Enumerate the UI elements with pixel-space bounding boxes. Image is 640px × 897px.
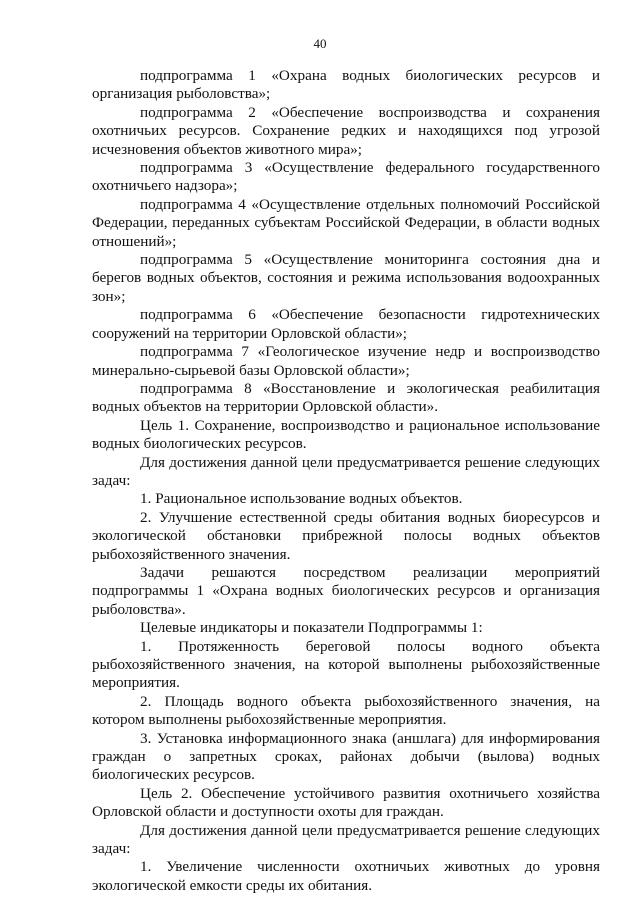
paragraph-goal-1: Цель 1. Сохранение, воспроизводство и рациональное использование водных биологических ресурсов.	[92, 416, 600, 453]
paragraph-subprogram-1: подпрограмма 1 «Охрана водных биологических ресурсов и организация рыболовства»;	[92, 67, 600, 103]
paragraph-subprogram-3: подпрограмма 3 «Осуществление федерального государственного охотничьего надзора»;	[92, 159, 600, 195]
paragraph-tasks-means: Задачи решаются посредством реализации мероприятий подпрограммы 1 «Охрана водных биологических ресурсов и организация рыболовства».	[92, 563, 600, 618]
paragraph-subprogram-2: подпрограмма 2 «Обеспечение воспроизводства и сохранения охотничьих ресурсов. Сохранение редких и находящихся под угрозой исчезновения объектов животного мира»;	[92, 103, 600, 158]
paragraph-indicator-1: 1. Протяженность береговой полосы водного объекта рыбохозяйственного значения, на которой выполнены рыбохозяйственные мероприятия.	[92, 637, 600, 692]
document-body	[92, 67, 600, 895]
paragraph-task-2: 2. Улучшение естественной среды обитания водных биоресурсов и экологической обстановки прибрежной полосы водных объектов рыбохозяйственного значения.	[92, 508, 600, 563]
paragraph-goal-2-tasks-intro: Для достижения данной цели предусматривается решение следующих задач:	[92, 821, 600, 858]
paragraph-subprogram-6: подпрограмма 6 «Обеспечение безопасности гидротехнических сооружений на территории Орловской области»;	[92, 306, 600, 342]
page-number: 40	[313, 36, 327, 51]
paragraph-goal-2: Цель 2. Обеспечение устойчивого развития охотничьего хозяйства Орловской области и доступности охоты для граждан.	[92, 784, 600, 821]
paragraph-subprogram-8: подпрограмма 8 «Восстановление и экологическая реабилитация водных объектов на территории Орловской области».	[92, 379, 600, 416]
paragraph-subprogram-7: подпрограмма 7 «Геологическое изучение недр и воспроизводство минерально-сырьевой базы Орловской области»;	[92, 343, 600, 379]
paragraph-goal-1-tasks-intro: Для достижения данной цели предусматривается решение следующих задач:	[92, 453, 600, 489]
paragraph-goal-2-task-1: 1. Увеличение численности охотничьих животных до уровня экологической емкости среды их обитания.	[92, 858, 600, 894]
paragraph-task-1: 1. Рациональное использование водных объектов.	[140, 490, 463, 508]
paragraph-indicators-heading: Целевые индикаторы и показатели Подпрограммы 1:	[140, 619, 483, 637]
paragraph-indicator-3: 3. Установка информационного знака (аншлага) для информирования граждан о запретных сроках, районах добычи (вылова) водных биологических ресурсов.	[92, 729, 600, 784]
paragraph-subprogram-5: подпрограмма 5 «Осуществление мониторинга состояния дна и берегов водных объектов, состояния и режима использования водоохранных зон»;	[92, 251, 600, 305]
paragraph-subprogram-4: подпрограмма 4 «Осуществление отдельных полномочий Российской Федерации, переданных субъектам Российской Федерации, в области водных отношений»;	[92, 195, 600, 250]
paragraph-indicator-2: 2. Площадь водного объекта рыбохозяйственного значения, на котором выполнены рыбохозяйственные мероприятия.	[92, 692, 600, 729]
